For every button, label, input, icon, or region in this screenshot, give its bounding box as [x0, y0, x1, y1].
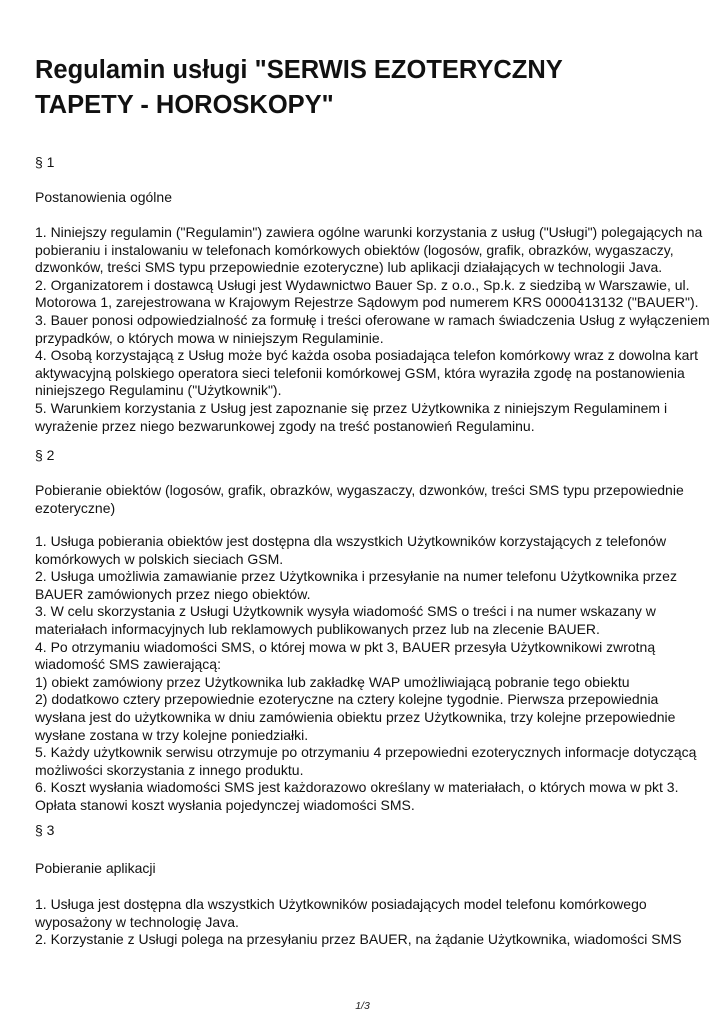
section-1-heading: Postanowienia ogólne: [35, 189, 172, 205]
paragraph-line: 2. Usługa umożliwia zamawianie przez Użytkownika i przesyłanie na numer telefonu Użytkownika przez: [35, 568, 677, 585]
paragraph-line: 1) obiekt zamówiony przez Użytkownika lub zakładkę WAP umożliwiającą pobranie tego obiektu: [35, 673, 630, 690]
paragraph-line: wiadomość SMS zawierającą:: [35, 656, 221, 673]
document-title: [35, 53, 700, 123]
section-2-body: [35, 533, 700, 815]
section-1-body: [35, 224, 710, 435]
paragraph-line: 2) dodatkowo cztery przepowiednie ezoteryczne na cztery kolejne tygodnie. Pierwsza przepowiednia: [35, 691, 659, 708]
paragraph-line: 1. Usługa pobierania obiektów jest dostępna dla wszystkich Użytkowników korzystających z telefonów: [35, 533, 667, 549]
paragraph-line: Motorowa 1, zarejestrowana w Krajowym Rejestrze Sądowym pod numerem KRS 0000413132 ("BAUER").: [35, 294, 699, 311]
paragraph-line: 4. Po otrzymaniu wiadomości SMS, o której mowa w pkt 3, BAUER przesyła Użytkownikowi zwrotną: [35, 638, 656, 655]
paragraph-line: przypadków, o których mowa w niniejszym Regulaminie.: [35, 329, 384, 346]
paragraph-line: 2. Korzystanie z Usługi polega na przesyłaniu przez BAUER, na żądanie Użytkownika, wiadomości SMS: [35, 931, 682, 948]
section-3-heading: Pobieranie aplikacji: [35, 860, 156, 876]
paragraph-line: możliwości skorzystania z innego produktu.: [35, 761, 304, 778]
paragraph-line: wysłana jest do użytkownika w dniu zamówienia obiektu przez Użytkownika, trzy kolejne przepowiednie: [35, 708, 676, 725]
paragraph-line: wyposażony w technologię Java.: [35, 913, 239, 930]
paragraph-line: niniejszego Regulaminu ("Użytkownik").: [35, 382, 282, 399]
paragraph-line: 5. Warunkiem korzystania z Usług jest zapoznanie się przez Użytkownika z niniejszym Regulaminem i: [35, 399, 668, 416]
paragraph-line: Opłata stanowi koszt wysłania pojedynczej wiadomości SMS.: [35, 796, 415, 813]
paragraph-line: 3. Bauer ponosi odpowiedzialność za formułę i treści oferowane w ramach świadczenia Usług z wyłączeniem: [35, 311, 710, 328]
section-3-number: § 3: [35, 822, 55, 838]
paragraph-line: 1. Usługa jest dostępna dla wszystkich Użytkowników posiadających model telefonu komórkowego: [35, 896, 647, 912]
paragraph-line: aktywacyjną polskiego operatora sieci telefonii komórkowej GSM, która wyraziła zgodę na postanowienia: [35, 364, 685, 381]
paragraph-line: 3. W celu skorzystania z Usługi Użytkownik wysyła wiadomość SMS o treści i na numer wskazany w: [35, 603, 656, 620]
paragraph-line: 5. Każdy użytkownik serwisu otrzymuje po otrzymaniu 4 przepowiedni ezoterycznych informacje dotyczącą: [35, 744, 697, 761]
paragraph-line: 6. Koszt wysłania wiadomości SMS jest każdorazowo określany w materiałach, o których mowa w pkt 3.: [35, 779, 679, 796]
paragraph-line: wysłane zostana w trzy kolejne poniedziałki.: [35, 726, 309, 743]
title-line-1: Regulamin usługi "SERWIS EZOTERYCZNY: [35, 56, 563, 84]
section-3-body: [35, 896, 700, 949]
title-line-2: TAPETY - HOROSKOPY": [35, 91, 334, 119]
paragraph-line: dzwonków, treści SMS typu przepowiednie ezoteryczne) lub aplikacji działających w technologii Java.: [35, 259, 663, 276]
paragraph-line: pobieraniu i instalowaniu w telefonach komórkowych obiektów (logosów, grafik, obrazków, wygaszaczy,: [35, 241, 674, 258]
paragraph-line: 2. Organizatorem i dostawcą Usługi jest Wydawnictwo Bauer Sp. z o.o., Sp.k. z siedzibą w Warszawie, ul.: [35, 276, 690, 293]
paragraph-line: 1. Niniejszy regulamin ("Regulamin") zawiera ogólne warunki korzystania z usług ("Usługi") polegających na: [35, 224, 703, 240]
paragraph-line: BAUER zamówionych przez niego obiektów.: [35, 585, 311, 602]
section-2-heading: Pobieranie obiektów (logosów, grafik, obrazków, wygaszaczy, dzwonków, treści SMS typu przepowiednie ezoteryczne): [35, 482, 684, 516]
paragraph-line: 4. Osobą korzystającą z Usług może być każda osoba posiadająca telefon komórkowy wraz z dowolna kart: [35, 347, 698, 364]
section-2-number: § 2: [35, 447, 55, 463]
paragraph-line: wyrażenie przez niego bezwarunkowej zgody na treść postanowień Regulaminu.: [35, 417, 535, 434]
section-1-number: § 1: [35, 154, 55, 170]
paragraph-line: komórkowych w polskich sieciach GSM.: [35, 550, 284, 567]
page-number: 1/3: [355, 1000, 370, 1012]
paragraph-line: materiałach informacyjnych lub reklamowych publikowanych przez lub na zlecenie BAUER.: [35, 620, 600, 637]
